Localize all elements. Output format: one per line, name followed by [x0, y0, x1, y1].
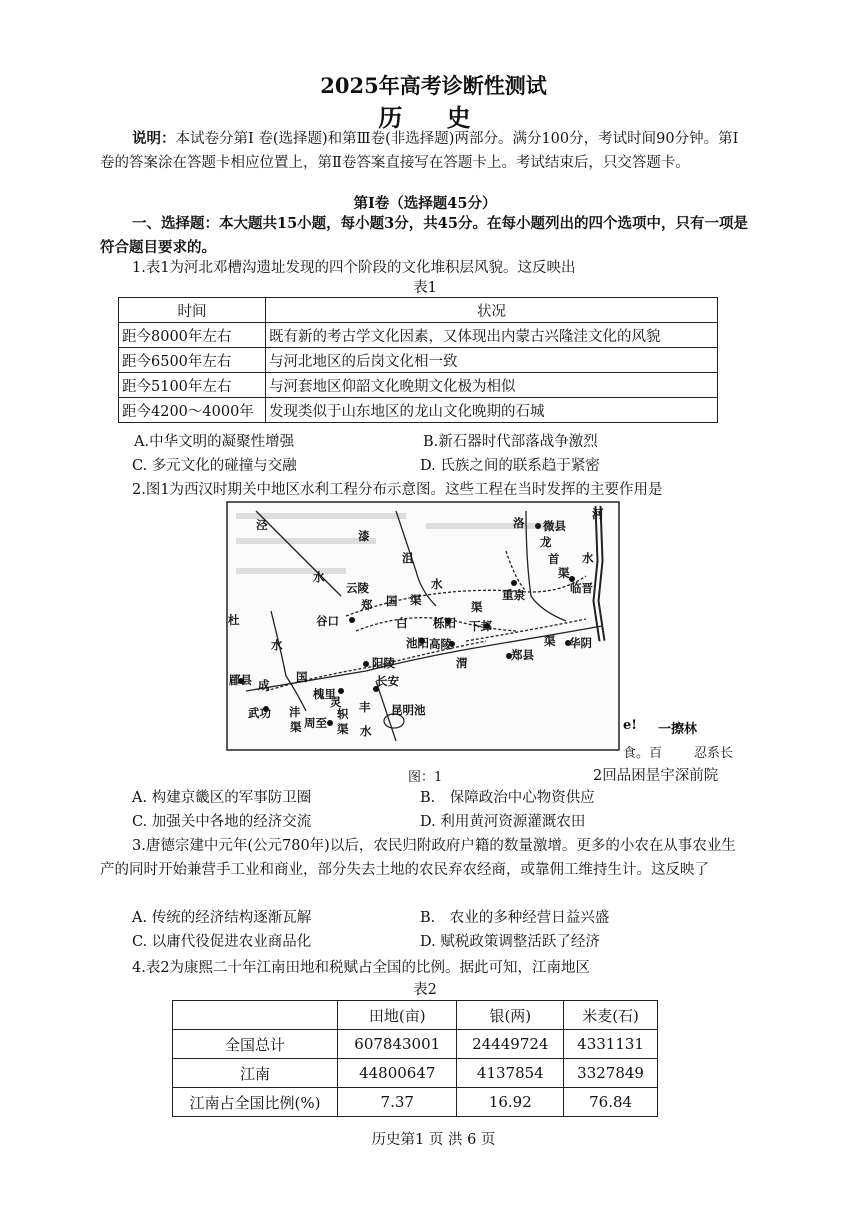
map-label: 泾: [256, 518, 268, 532]
map-label: 池阳: [406, 636, 429, 650]
table-cell: 607843001: [338, 1030, 457, 1059]
map-label: 龙: [540, 535, 552, 549]
q1-option-b: B.新石器时代部落战争激烈: [423, 434, 598, 450]
table-row: [119, 298, 718, 323]
map-label: 郑县: [511, 648, 534, 662]
map-label: 渠: [337, 722, 349, 736]
table-cell: 既有新的考古学文化因素，又体现出内蒙古兴隆洼文化的风貌: [266, 323, 718, 348]
map-label: 郑: [361, 598, 373, 612]
table-cell: 距今5100年左右: [119, 373, 266, 398]
q2-stem: 2.图1为西汉时期关中地区水利工程分布示意图。这些工程在当时发挥的主要作用是: [132, 482, 663, 498]
table-row: [173, 1030, 658, 1059]
map-noise: 忍系长: [694, 746, 734, 761]
map-label: 槐里: [313, 687, 336, 701]
q1-option-c: C. 多元文化的碰撞与交融: [132, 458, 297, 474]
table-cell: 全国总计: [173, 1030, 338, 1059]
figure-caption: 图：1: [408, 770, 443, 785]
map-label: 杜: [228, 613, 240, 627]
section-heading: 第Ⅰ卷（选择题45分）: [353, 195, 497, 212]
map-label: 华阴: [569, 636, 592, 650]
map-label: 渠: [410, 593, 422, 607]
q3-option-c: C. 以庸代役促进农业商品化: [132, 934, 312, 950]
q4-stem: 4.表2为康熙二十年江南田地和税赋占全国的比例。据此可知，江南地区: [132, 960, 591, 976]
map-label: 谷口: [316, 614, 339, 628]
q1-option-a: A.中华文明的凝聚性增强: [134, 434, 295, 450]
table2-caption: 表2: [413, 982, 437, 998]
map-label: 微县: [543, 519, 566, 533]
exam-title: 2025年高考诊断性测试: [320, 73, 547, 98]
table-header-cell: 米麦(石): [564, 1001, 658, 1030]
table-cell: 距今4200～4000年: [119, 398, 266, 423]
instructions-text: 本试卷分第Ⅰ 卷(选择题)和第Ⅲ卷(非选择题)两部分。满分100分，考试时间90分钟。第Ⅰ 卷的答案涂在答题卡相应位置上，第Ⅱ卷答案直接写在答题卡上。考试结束后，只交答题卡。: [100, 131, 739, 171]
table-header-cell: [173, 1001, 338, 1030]
map-figure: [226, 501, 620, 751]
map-label: 丰: [359, 700, 371, 714]
q3-option-a: A. 传统的经济结构逐渐瓦解: [132, 910, 312, 926]
table-cell: 44800647: [338, 1059, 457, 1088]
map-label: 渠: [290, 720, 302, 734]
table-cell: 发现类似于山东地区的龙山文化晚期的石城: [266, 398, 718, 423]
table-cell: 与河套地区仰韶文化晚期文化极为相似: [266, 373, 718, 398]
q1-stem: 1.表1为河北邓槽沟遗址发现的四个阶段的文化堆积层风貌。这反映出: [132, 260, 576, 276]
table-cell: 16.92: [457, 1088, 564, 1117]
map-label: 漆: [358, 529, 370, 543]
map-label: 长安: [376, 674, 399, 688]
q3-stem: 3.唐德宗建中元年(公元780年)以后，农民归附政府户籍的数量激增。更多的小农在从事农业生产的同时开始兼营手工业和商业，部分失去土地的农民弃农经商，或靠佣工维持生计。这反映了: [100, 838, 736, 878]
map-label: 栎阳: [433, 616, 456, 630]
map-label: 洛: [513, 516, 525, 530]
table-row: [173, 1001, 658, 1030]
table-header-cell: 银(两): [457, 1001, 564, 1030]
map-label: 渠: [471, 600, 483, 614]
map-label: 云陵: [346, 581, 369, 595]
map-label: 周至: [304, 716, 327, 730]
map-label: 沣: [289, 705, 301, 719]
table-header-cell: 田地(亩): [338, 1001, 457, 1030]
map-label: 水: [582, 551, 594, 565]
map-label: 渠: [544, 634, 556, 648]
table-cell: 与河北地区的后岗文化相一致: [266, 348, 718, 373]
table1: [118, 297, 718, 423]
q2-option-c: C. 加强关中各地的经济交流: [132, 814, 312, 830]
map-label: 水: [313, 570, 325, 584]
instructions: [100, 127, 750, 175]
table-header-cell: 时间: [119, 298, 266, 323]
table-row: [119, 398, 718, 423]
map-label: 国: [296, 670, 308, 684]
map-label: 阳陵: [372, 656, 395, 670]
section-intro: 一、选择题：本大题共15小题，每小题3分，共45分。在每小题列出的四个选项中，只有一项是符合题目要求的。: [100, 215, 748, 256]
table-cell: 24449724: [457, 1030, 564, 1059]
table-cell: 江南占全国比例(%): [173, 1088, 338, 1117]
map-label: 水: [431, 577, 443, 591]
map-noise: 食。百: [623, 746, 663, 761]
table-cell: 4137854: [457, 1059, 564, 1088]
table-cell: 距今6500年左右: [119, 348, 266, 373]
table-row: [119, 323, 718, 348]
table-row: [173, 1088, 658, 1117]
table-cell: 7.37: [338, 1088, 457, 1117]
map-label: 首: [548, 552, 560, 566]
table-cell: 江南: [173, 1059, 338, 1088]
map-label: 国: [386, 594, 398, 608]
table-row: [119, 348, 718, 373]
table-cell: 3327849: [564, 1059, 658, 1088]
page-footer: 历史第1 页 洪 6 页: [371, 1132, 496, 1148]
table-header-cell: 状况: [266, 298, 718, 323]
table-row: [173, 1059, 658, 1088]
map-label: 郿县: [229, 673, 252, 687]
map-label: 渭: [456, 656, 468, 670]
caption-noise: 2回品困昰宇深前院: [593, 768, 719, 784]
q2-option-a: A. 构建京畿区的军事防卫圈: [132, 790, 312, 806]
map-label: 昆明池: [391, 703, 426, 717]
table2: [172, 1000, 658, 1117]
table-row: [119, 373, 718, 398]
map-label: 重泉: [502, 588, 525, 602]
instructions-label: 说明：: [132, 130, 176, 147]
map-label: 沮: [402, 551, 414, 565]
exam-subject: 历 史: [378, 103, 489, 132]
map-label: 灵: [330, 695, 342, 709]
q2-option-b: B. 保障政治中心物资供应: [420, 790, 595, 806]
map-noise: 一擦林: [658, 722, 698, 737]
map-label: 渠: [558, 566, 570, 580]
map-label: 水: [360, 724, 372, 738]
map-label: 水: [271, 638, 283, 652]
q3-option-d: D. 赋税政策调整活跃了经济: [420, 934, 600, 950]
table-cell: 76.84: [564, 1088, 658, 1117]
map-noise: e!: [623, 718, 637, 733]
table-cell: 4331131: [564, 1030, 658, 1059]
q3-option-b: B. 农业的多种经营日益兴盛: [420, 910, 610, 926]
q2-option-d: D. 利用黄河资源灌溉农田: [420, 814, 586, 830]
map-svg: [226, 501, 620, 751]
map-label: 轵: [337, 707, 349, 721]
map-label: 河: [592, 507, 604, 521]
table1-caption: 表1: [413, 280, 437, 296]
map-label: 高陵: [429, 637, 452, 651]
table-cell: 距今8000年左右: [119, 323, 266, 348]
q1-option-d: D. 氏族之间的联系趋于紧密: [420, 458, 600, 474]
map-label: 白: [396, 616, 408, 630]
map-label: 临晋: [570, 581, 593, 595]
map-label: 下邽: [469, 619, 492, 633]
map-label: 成: [258, 678, 270, 692]
map-label: 武功: [248, 706, 271, 720]
